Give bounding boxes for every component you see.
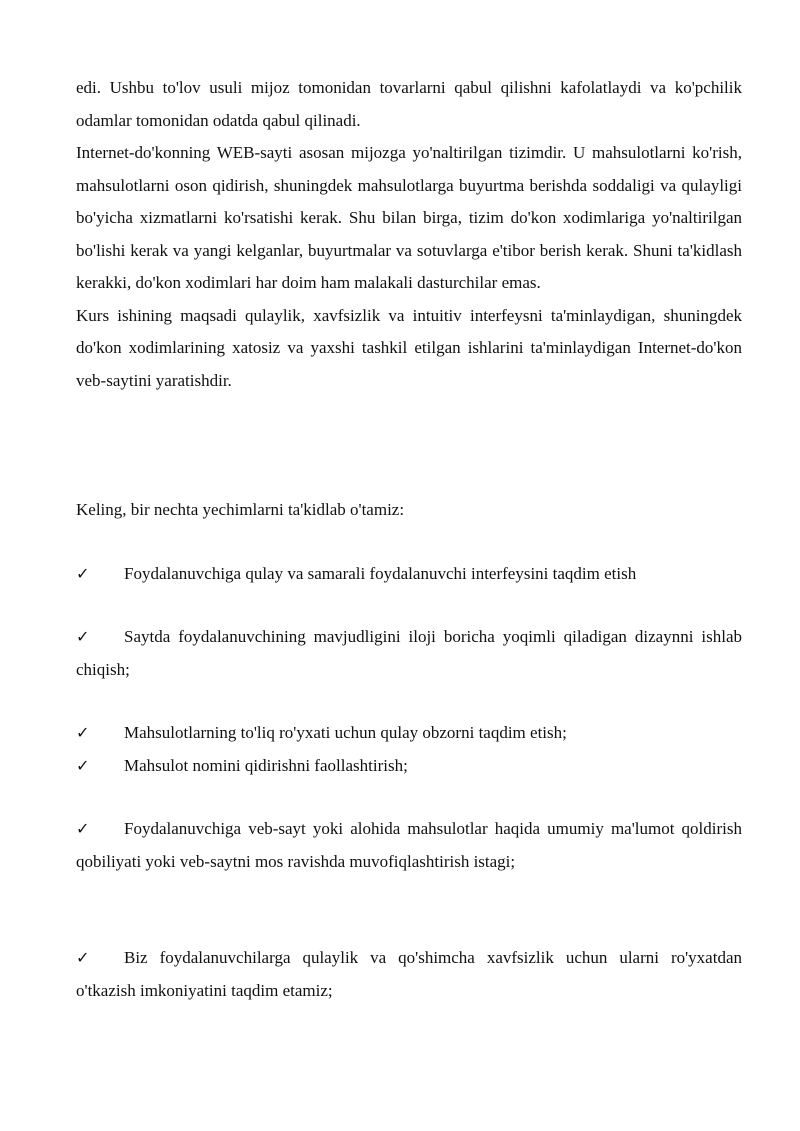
paragraph-website: Internet-do'konning WEB-sayti asosan mijozga yo'naltirilgan tizimdir. U mahsulotlarni ko'rish, mahsulotlarni oson qidirish, shuningdek mahsulotlarga buyurtma berishda soddaligi va qulayligi bo'yicha xizmatlarni ko'rsatishi kerak. Shu bilan birga, tizim do'kon xodimlariga yo'naltirilgan bo'lishi kerak va yangi kelganlar, buyurtmalar va sotuvlarga e'tibor berish kerak. Shuni ta'kidlash kerakki, do'kon xodimlari har doim ham malakali dasturchilar emas. <box>76 143 742 292</box>
list-item <box>76 621 742 686</box>
list-item-text: Foydalanuvchiga qulay va samarali foydalanuvchi interfeysini taqdim etish <box>124 563 637 583</box>
list-item-text: Foydalanuvchiga veb-sayt yoki alohida mahsulotlar haqida umumiy ma'lumot qoldirish qobiliyati yoki veb-saytni mos ravishda muvofiqlashtirish istagi; <box>76 819 742 871</box>
paragraph-goal: Kurs ishining maqsadi qulaylik, xavfsizlik va intuitiv interfeysni ta'minlaydigan, shuningdek do'kon xodimlarining xatosiz va yaxshi tashkil etilgan ishlarini ta'minlaydigan Internet-do'kon veb-saytini yaratishdir. <box>76 305 742 390</box>
checkmark-icon: ✓ <box>76 948 90 967</box>
document-page <box>76 72 742 1007</box>
list-item-text: Biz foydalanuvchilarga qulaylik va qo'shimcha xavfsizlik uchun ularni ro'yxatdan o'tkazish imkoniyatini taqdim etamiz; <box>76 948 742 1000</box>
checkmark-icon: ✓ <box>76 755 90 775</box>
list-item-text: Mahsulot nomini qidirishni faollashtirish; <box>124 755 408 775</box>
list-item <box>76 813 742 878</box>
checkmark-icon: ✓ <box>76 563 90 583</box>
list-item <box>76 750 742 783</box>
list-item-text: Mahsulotlarning to'liq ro'yxati uchun qulay obzorni taqdim etish; <box>124 723 567 742</box>
checkmark-icon: ✓ <box>76 627 90 646</box>
paragraph-payment: edi. Ushbu to'lov usuli mijoz tomonidan tovarlarni qabul qilishni kafolatlaydi va ko'pchilik odamlar tomonidan odatda qabul qilinadi. <box>76 78 742 130</box>
list-item <box>76 942 742 1007</box>
solutions-lead: Keling, bir nechta yechimlarni ta'kidlab o'tamiz: <box>76 500 405 519</box>
checkmark-icon: ✓ <box>76 723 90 742</box>
list-item <box>76 558 742 591</box>
list-item-text: Saytda foydalanuvchining mavjudligini iloji boricha yoqimli qiladigan dizaynni ishlab chiqish; <box>76 627 742 679</box>
checkmark-icon: ✓ <box>76 819 90 838</box>
list-item <box>76 717 742 750</box>
